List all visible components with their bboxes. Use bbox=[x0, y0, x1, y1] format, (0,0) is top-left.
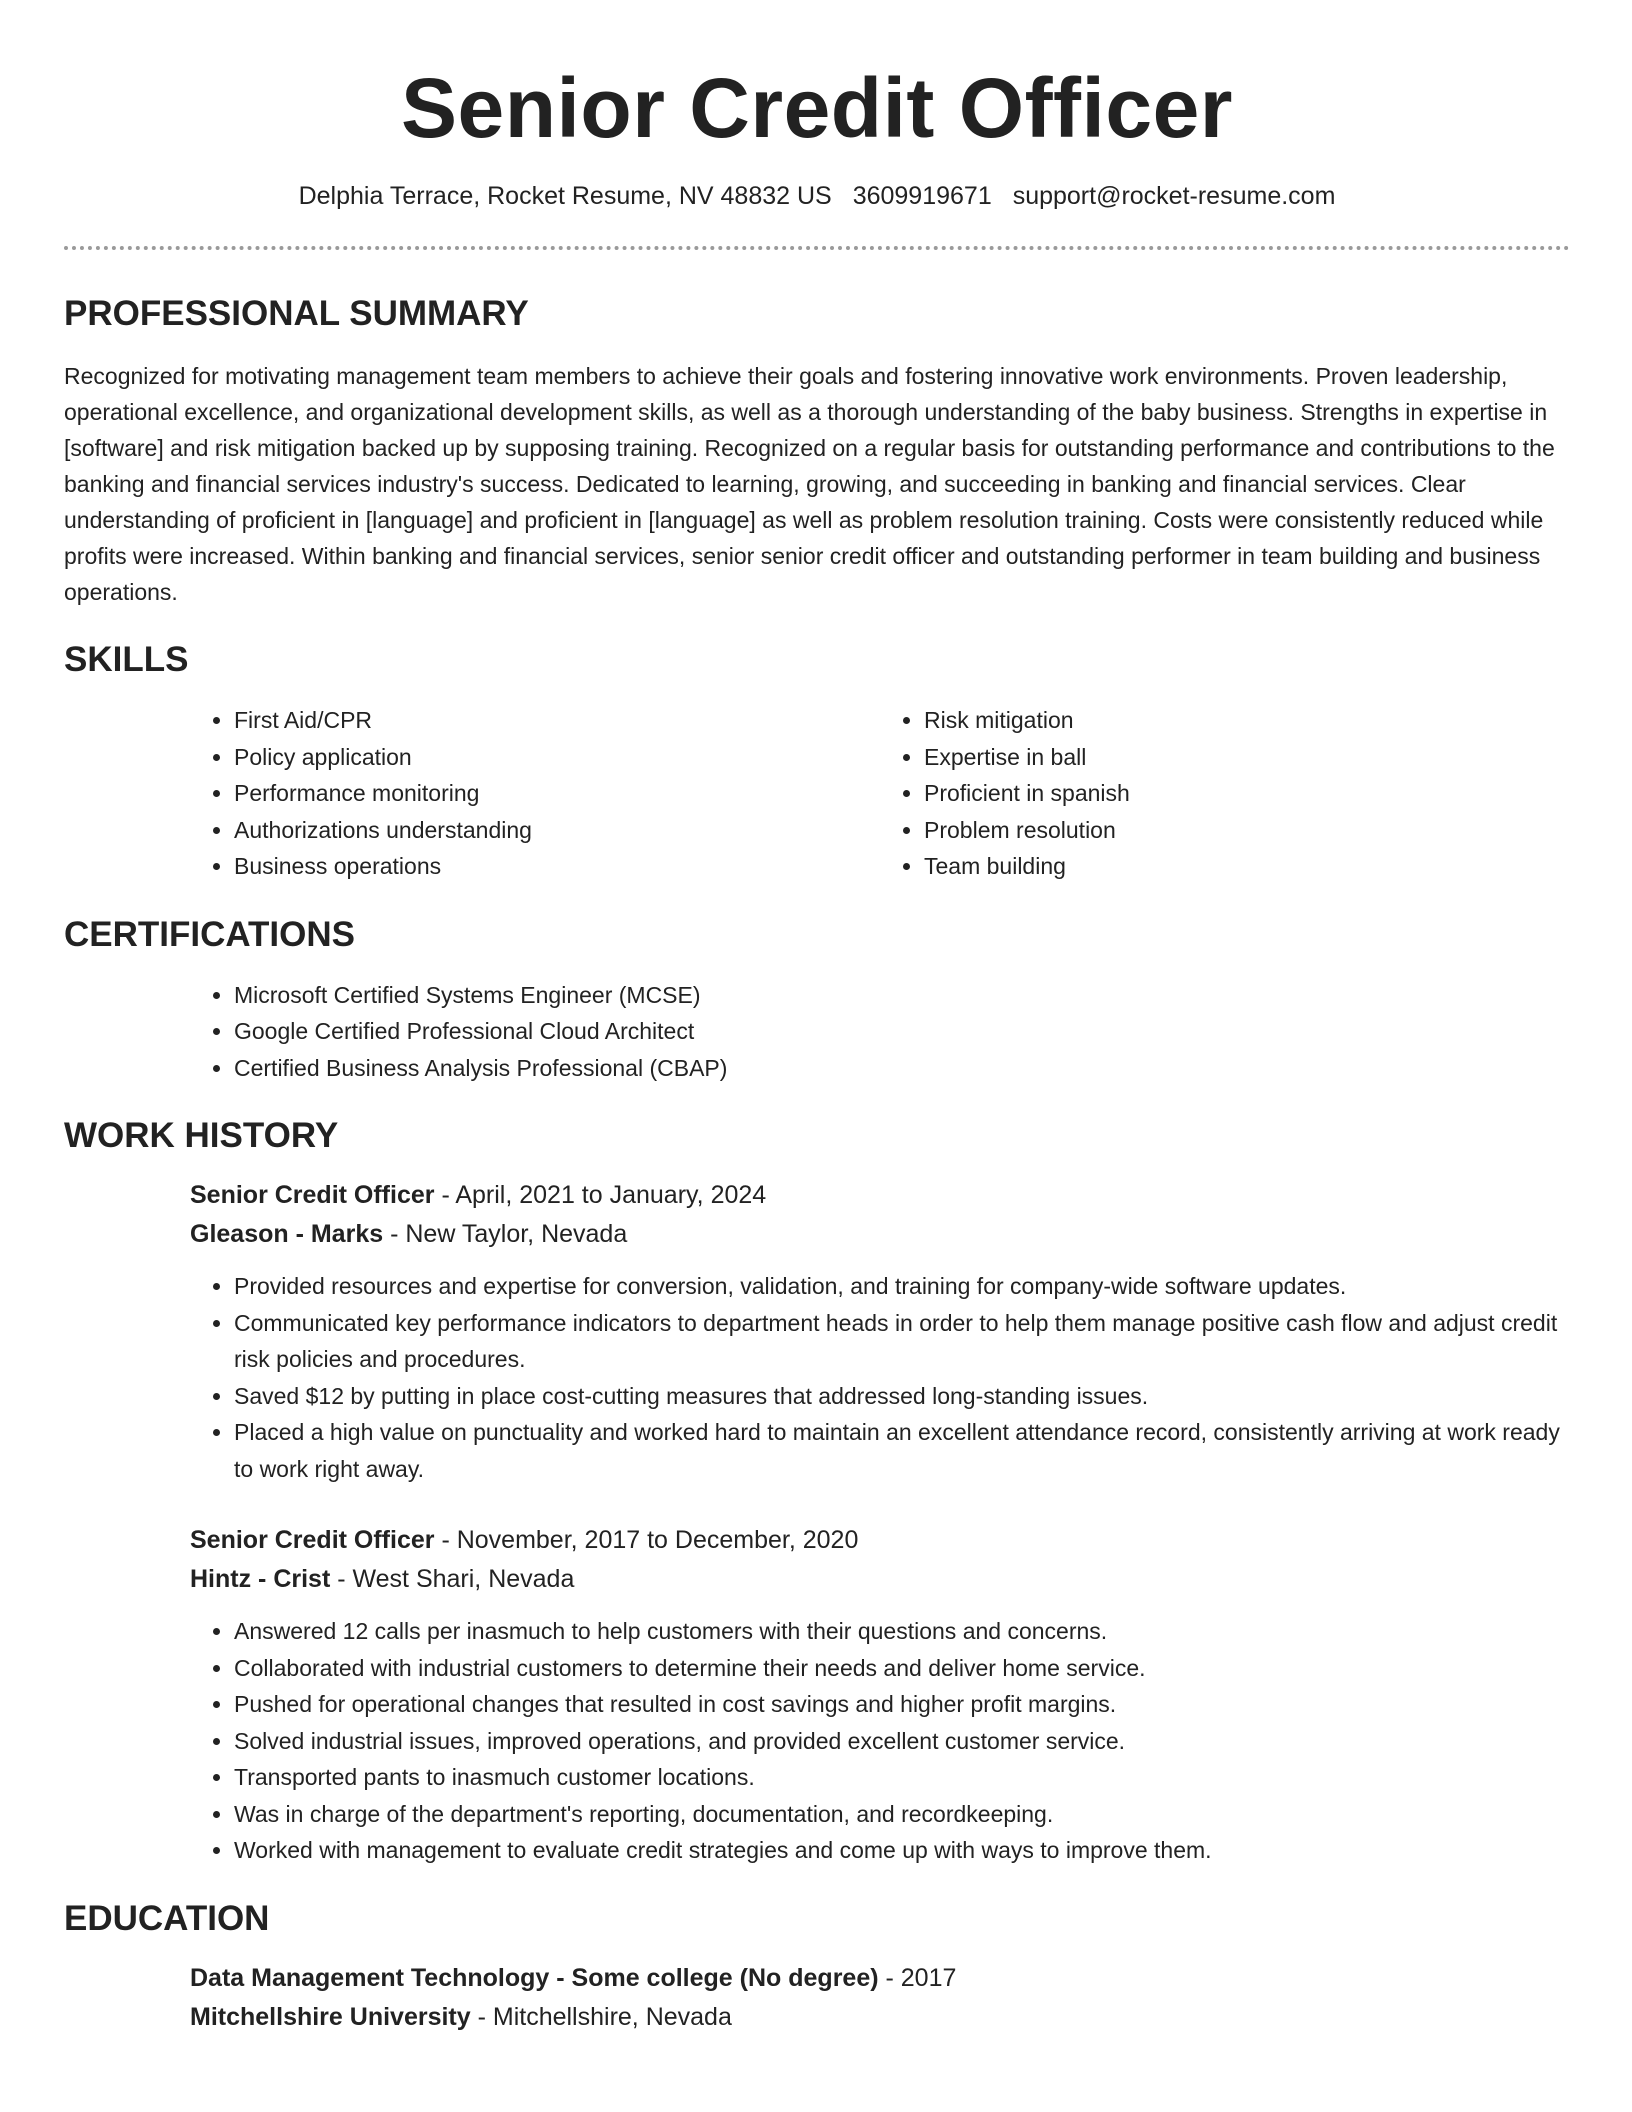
education-degree-line bbox=[190, 1959, 1570, 1998]
work-history-title: WORK HISTORY bbox=[64, 1116, 339, 1155]
job-company-line bbox=[190, 1560, 1570, 1599]
education-section bbox=[64, 1897, 1570, 2037]
skill-item: • Proficient in spanish bbox=[924, 775, 1570, 812]
contact-line bbox=[64, 180, 1570, 212]
job-title-line bbox=[190, 1176, 1570, 1215]
work-history-section bbox=[64, 1114, 1570, 1869]
job-company: Hintz - Crist bbox=[190, 1565, 331, 1593]
education-year: - 2017 bbox=[878, 1963, 957, 1992]
education-entry bbox=[190, 1959, 1570, 2037]
job-company-line bbox=[190, 1215, 1570, 1254]
skill-item: • First Aid/CPR bbox=[234, 702, 880, 739]
skill-item: • Problem resolution bbox=[924, 812, 1570, 849]
summary-section bbox=[64, 292, 1570, 610]
contact-email: support@rocket-resume.com bbox=[1012, 182, 1336, 210]
skill-item: • Team building bbox=[924, 848, 1570, 885]
certification-item: • Google Certified Professional Cloud Architect bbox=[234, 1013, 1570, 1050]
skills-grid bbox=[190, 702, 1570, 885]
job-bullets bbox=[190, 1613, 1570, 1869]
job-bullet: • Solved industrial issues, improved operations, and provided excellent customer service. bbox=[234, 1723, 1570, 1760]
education-degree: Data Management Technology - Some college (No degree) bbox=[190, 1963, 879, 1992]
job-role: Senior Credit Officer bbox=[190, 1181, 435, 1209]
summary-title: PROFESSIONAL SUMMARY bbox=[64, 294, 529, 333]
job-dates: - November, 2017 to December, 2020 bbox=[434, 1526, 859, 1554]
job-role: Senior Credit Officer bbox=[190, 1526, 435, 1554]
education-school-line bbox=[190, 1998, 1570, 2037]
education-school: Mitchellshire University bbox=[190, 2002, 471, 2031]
certifications-title: CERTIFICATIONS bbox=[64, 914, 356, 954]
contact-phone: 3609919671 bbox=[852, 182, 992, 210]
education-title: EDUCATION bbox=[64, 1898, 270, 1938]
skills-left-list bbox=[190, 702, 880, 885]
job-bullet: • Was in charge of the department's reporting, documentation, and recordkeeping. bbox=[234, 1796, 1570, 1833]
resume-page bbox=[64, 0, 1570, 2037]
job-bullet: • Answered 12 calls per inasmuch to help customers with their questions and concerns. bbox=[234, 1613, 1570, 1650]
job-bullet: • Provided resources and expertise for conversion, validation, and training for company-wide software updates. bbox=[234, 1268, 1570, 1305]
header-divider bbox=[64, 246, 1570, 250]
certifications-list bbox=[190, 977, 1570, 1087]
skill-item: • Risk mitigation bbox=[924, 702, 1570, 739]
skills-title: SKILLS bbox=[64, 640, 189, 679]
summary-text: Recognized for motivating management team members to achieve their goals and fostering innovative work environments. Proven leadership, operational excellence, and organizational development skills, as well as a thorough understanding of the baby business. Strengths in expertise in [software] and risk mitigation backed up by supposing training. Recognized on a regular basis for outstanding performance and contributions to the banking and financial services industry's success. Dedicated to learning, growing, and succeeding in banking and financial services. Clear understanding of proficient in [language] and proficient in [language] as well as problem resolution training. Costs were consistently reduced while profits were increased. Within banking and financial services, senior senior credit officer and outstanding performer in team building and business operations. bbox=[64, 363, 1555, 605]
job-bullet: • Transported pants to inasmuch customer locations. bbox=[234, 1759, 1570, 1796]
skill-item: • Expertise in ball bbox=[924, 739, 1570, 776]
skill-item: • Performance monitoring bbox=[234, 775, 880, 812]
job-bullet: • Collaborated with industrial customers to determine their needs and deliver home service. bbox=[234, 1650, 1570, 1687]
skill-item: • Authorizations understanding bbox=[234, 812, 880, 849]
job-entry bbox=[190, 1521, 1570, 1869]
job-bullet: • Communicated key performance indicators to department heads in order to help them manage positive cash flow and adjust credit risk policies and procedures. bbox=[234, 1305, 1570, 1378]
job-location: - New Taylor, Nevada bbox=[383, 1220, 628, 1248]
job-bullet: • Worked with management to evaluate credit strategies and come up with ways to improve them. bbox=[234, 1832, 1570, 1869]
job-bullet: • Pushed for operational changes that resulted in cost savings and higher profit margins. bbox=[234, 1686, 1570, 1723]
skill-item: • Policy application bbox=[234, 739, 880, 776]
job-title-line bbox=[190, 1521, 1570, 1560]
job-location: - West Shari, Nevada bbox=[330, 1565, 575, 1593]
job-entry bbox=[190, 1176, 1570, 1487]
certification-item: • Certified Business Analysis Professional (CBAP) bbox=[234, 1050, 1570, 1087]
skill-item: • Business operations bbox=[234, 848, 880, 885]
job-company: Gleason - Marks bbox=[190, 1220, 384, 1248]
education-location: - Mitchellshire, Nevada bbox=[470, 2002, 732, 2031]
contact-address: Delphia Terrace, Rocket Resume, NV 48832 US bbox=[298, 182, 832, 210]
skills-section bbox=[64, 638, 1570, 885]
job-dates: - April, 2021 to January, 2024 bbox=[434, 1181, 767, 1209]
job-bullet: • Placed a high value on punctuality and worked hard to maintain an excellent attendance record, consistently arriving at work ready to work right away. bbox=[234, 1414, 1570, 1487]
name-heading: Senior Credit Officer bbox=[400, 61, 1233, 155]
skills-right-list bbox=[880, 702, 1570, 885]
job-bullet: • Saved $12 by putting in place cost-cutting measures that addressed long-standing issues. bbox=[234, 1378, 1570, 1415]
job-bullets bbox=[190, 1268, 1570, 1487]
certifications-section bbox=[64, 913, 1570, 1087]
certification-item: • Microsoft Certified Systems Engineer (MCSE) bbox=[234, 977, 1570, 1014]
